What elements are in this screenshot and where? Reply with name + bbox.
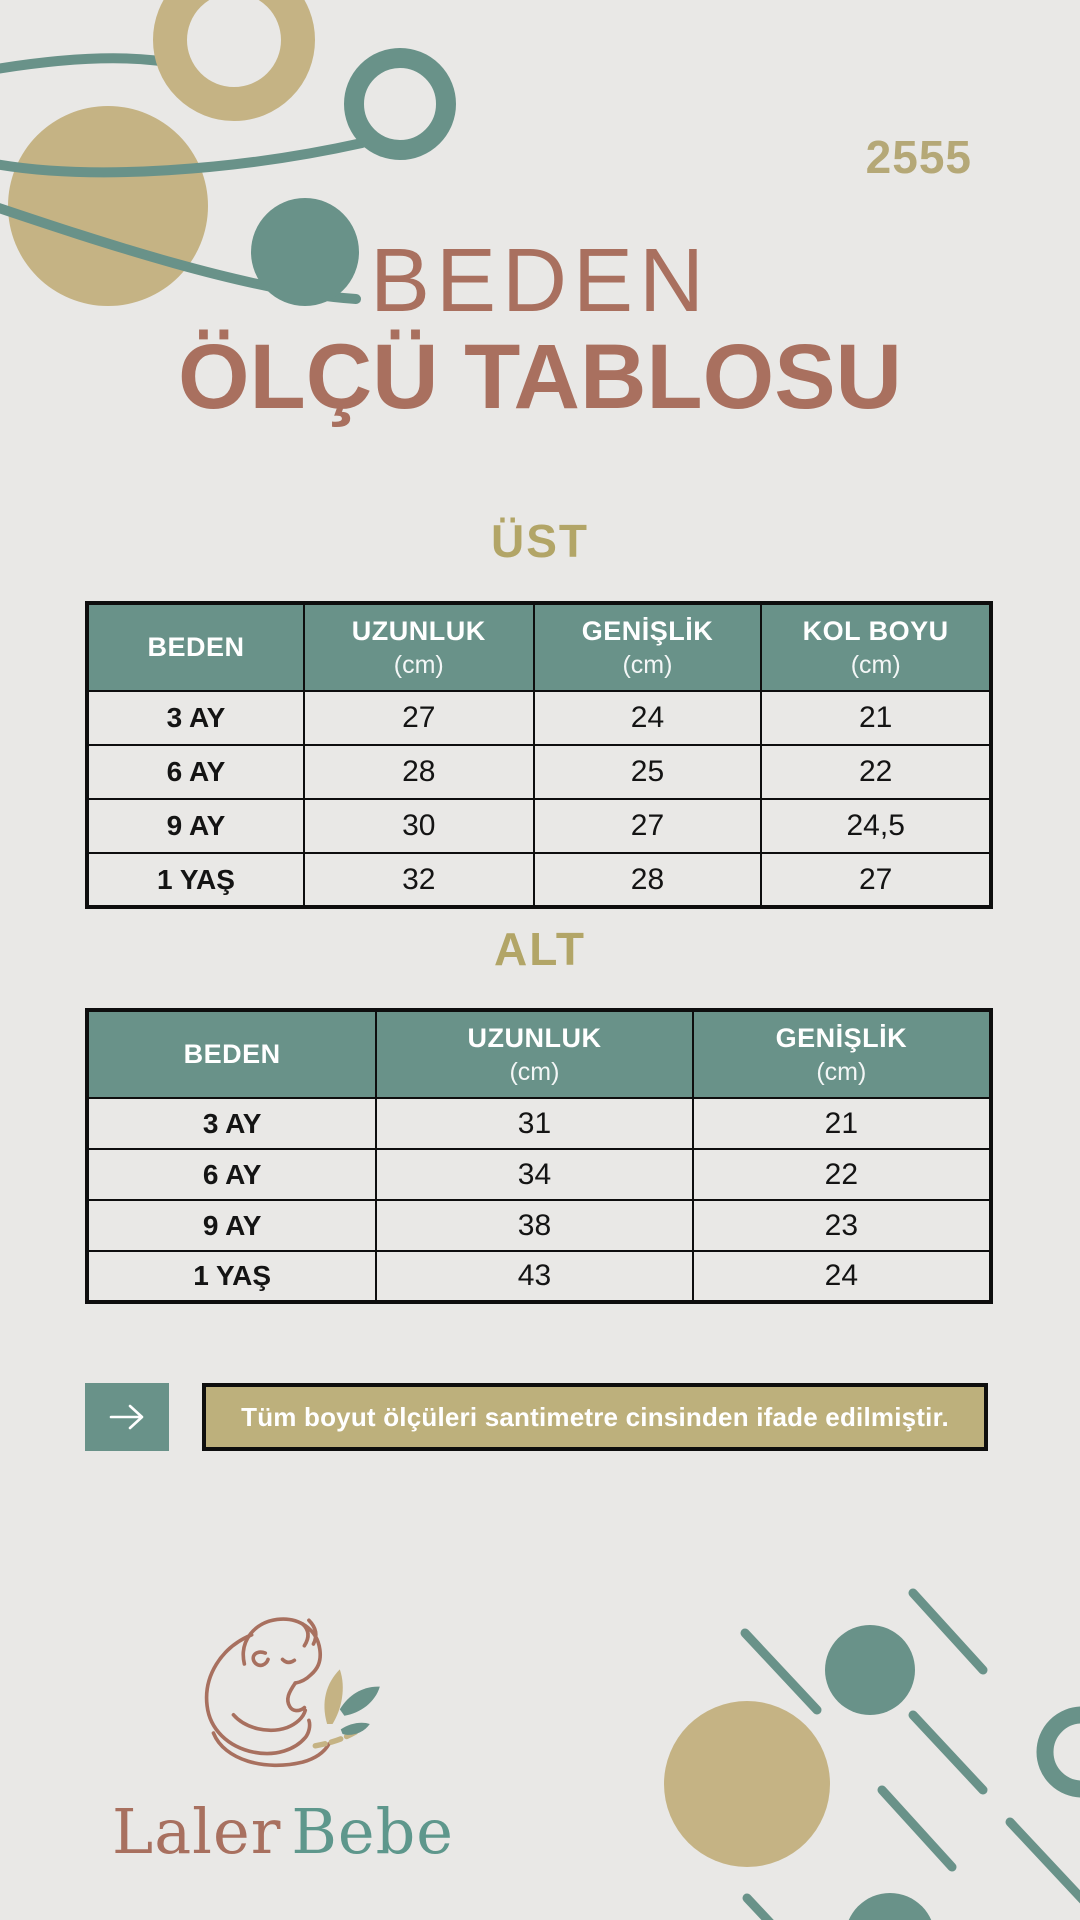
teal-circle-icon [825,1625,915,1715]
teal-ring-icon [354,58,446,150]
size-cell: 1 YAŞ [87,853,304,907]
brand-name-first: Laler [112,1795,282,1868]
value-cell: 27 [534,799,762,853]
value-cell: 23 [693,1200,991,1251]
title-line-1: BEDEN [369,231,711,331]
table-header-row [87,603,991,691]
teal-leaf-icon [340,1687,380,1716]
value-cell: 22 [761,745,991,799]
value-cell: 38 [376,1200,692,1251]
value-cell: 21 [761,691,991,745]
alt-size-table [85,1008,993,1304]
size-cell: 1 YAŞ [87,1251,376,1302]
khaki-ring-icon [170,0,298,104]
value-cell: 30 [304,799,534,853]
size-cell: 9 AY [87,799,304,853]
arrow-right-icon [105,1399,149,1435]
value-cell: 31 [376,1098,692,1149]
khaki-circle-icon [664,1701,830,1867]
diagonal-line-icon [745,1633,817,1710]
table-row [87,745,991,799]
note-arrow-box [85,1383,169,1451]
value-cell: 24 [693,1251,991,1302]
brand-name-second: Bebe [291,1795,454,1868]
value-cell: 28 [534,853,762,907]
bottom-right-decoration [640,1560,1080,1920]
measurement-note [202,1383,988,1451]
value-cell: 43 [376,1251,692,1302]
table-row [87,691,991,745]
table-row [87,1098,991,1149]
size-cell: 9 AY [87,1200,376,1251]
diagonal-line-icon [913,1593,983,1670]
title-line-2: ÖLÇÜ TABLOSU [177,326,902,428]
size-cell: 3 AY [87,1098,376,1149]
value-cell: 22 [693,1149,991,1200]
table-row [87,1200,991,1251]
value-cell: 28 [304,745,534,799]
diagonal-line-icon [913,1715,983,1790]
product-code: 2555 [865,131,972,183]
size-cell: 3 AY [87,691,304,745]
value-cell: 24,5 [761,799,991,853]
value-cell: 21 [693,1098,991,1149]
value-cell: 25 [534,745,762,799]
column-header-beden: BEDEN [87,1010,376,1098]
table-header-row [87,1010,991,1098]
teal-leaf-icon [341,1723,370,1735]
khaki-leaf-icon [324,1669,342,1724]
value-cell: 34 [376,1149,692,1200]
size-cell: 6 AY [87,745,304,799]
size-cell: 6 AY [87,1149,376,1200]
value-cell: 27 [304,691,534,745]
teal-circle-icon [845,1893,935,1920]
teal-curve-line-icon [0,143,362,172]
page-title [0,231,1080,429]
baby-with-leaves-icon [188,1606,388,1791]
note-text: Tüm boyut ölçüleri santimetre cinsinden ifade edilmiştir. [241,1401,949,1432]
column-header-kol-boyu: KOL BOYU (cm) [761,603,991,691]
value-cell: 24 [534,691,762,745]
diagonal-line-icon [747,1898,792,1920]
value-cell: 32 [304,853,534,907]
table-row [87,1149,991,1200]
table-row [87,1251,991,1302]
column-header-uzunluk: UZUNLUK (cm) [376,1010,692,1098]
column-header-genislik: GENİŞLİK (cm) [534,603,762,691]
diagonal-line-icon [882,1790,952,1867]
column-header-beden: BEDEN [87,603,304,691]
table-row [87,853,991,907]
section-label-ust: ÜST [491,515,589,567]
section-label-alt: ALT [493,923,586,975]
ust-size-table [85,601,993,909]
column-header-uzunluk: UZUNLUK (cm) [304,603,534,691]
table-row [87,799,991,853]
column-header-genislik: GENİŞLİK (cm) [693,1010,991,1098]
brand-wordmark [0,1795,566,1868]
teal-curve-line-icon [0,58,178,70]
teal-ring-icon [1045,1715,1080,1789]
value-cell: 27 [761,853,991,907]
diagonal-line-icon [1010,1822,1080,1900]
